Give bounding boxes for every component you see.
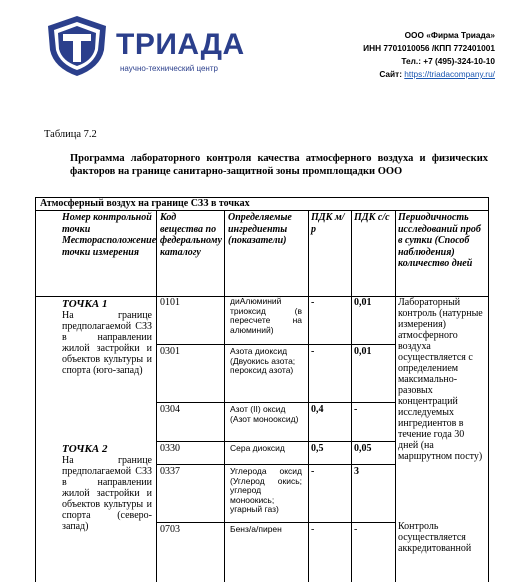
substance-name: Азот (II) оксид (Азот монооксид) bbox=[230, 404, 299, 424]
site-link[interactable]: https://triadacompany.ru/ bbox=[404, 69, 495, 79]
row-divider bbox=[156, 441, 395, 442]
column-divider bbox=[351, 210, 352, 582]
substance-code: 0703 bbox=[160, 524, 180, 535]
company-phone: Тел.: +7 (495)-324-10-10 bbox=[401, 56, 495, 66]
substance-code: 0301 bbox=[160, 346, 180, 357]
company-site bbox=[285, 68, 495, 81]
substance-code: 0304 bbox=[160, 404, 180, 415]
column-divider bbox=[308, 210, 309, 582]
substance-name: диАлюминий триоксид (в пересчете на алюминий) bbox=[230, 296, 302, 335]
pdk-mr-value: 0,5 bbox=[311, 443, 324, 454]
pdk-ss-value: 3 bbox=[354, 466, 359, 477]
row-divider bbox=[156, 402, 395, 403]
logo-wordmark: ТРИАДА bbox=[116, 28, 245, 61]
col-header-code: Код вещества по федеральному каталогу bbox=[160, 212, 222, 258]
column-divider bbox=[156, 210, 157, 582]
row-divider bbox=[156, 522, 395, 523]
substance-code: 0330 bbox=[160, 443, 180, 454]
point-block bbox=[62, 444, 152, 532]
company-logo bbox=[44, 14, 245, 76]
col-header-pdk-mr: ПДК м/р bbox=[311, 212, 345, 235]
table-number: Таблица 7.2 bbox=[44, 129, 97, 140]
substance-code: 0101 bbox=[160, 297, 180, 308]
pdk-mr-value: - bbox=[311, 346, 315, 357]
pdk-ss-value: - bbox=[354, 524, 358, 535]
pdk-mr-value: - bbox=[311, 466, 315, 477]
point-title: ТОЧКА 2 bbox=[62, 443, 108, 455]
col-header-periodicity: Периодичность исследований проб в сутки (Способ наблюдения) количество дней bbox=[398, 212, 481, 269]
col-header-pdk-ss: ПДК с/с bbox=[354, 212, 390, 223]
substance-code: 0337 bbox=[160, 466, 180, 477]
substance-name: Бенз/а/пирен bbox=[230, 524, 282, 534]
pdk-ss-value: 0,01 bbox=[354, 297, 372, 308]
col-header-ingredient: Определяемые ингредиенты (показатели) bbox=[228, 212, 292, 246]
column-divider bbox=[224, 210, 225, 582]
section-header: Атмосферный воздух на границе СЗЗ в точках bbox=[36, 198, 488, 211]
point-block bbox=[62, 299, 152, 376]
col-header-point: Номер контрольной точки Месторасположение точки измерения bbox=[62, 212, 157, 258]
company-inn: ИНН 7701010056 /КПП 772401001 bbox=[363, 43, 495, 53]
triada-shield-icon bbox=[44, 14, 110, 78]
substance-name: Сера диоксид bbox=[230, 443, 285, 453]
point-location: На границе предполагаемой СЗЗ в направлении жилой застройки и объектов культуры и спорта (юго-запад) bbox=[62, 310, 152, 376]
company-contacts bbox=[285, 29, 495, 81]
pdk-ss-value: - bbox=[354, 404, 358, 415]
periodicity-text: Контроль осуществляется аккредитованной bbox=[398, 521, 472, 554]
site-label: Сайт: bbox=[379, 69, 405, 79]
pdk-mr-value: 0,4 bbox=[311, 404, 324, 415]
pdk-mr-value: - bbox=[311, 524, 315, 535]
row-divider bbox=[156, 464, 395, 465]
pdk-ss-value: 0,05 bbox=[354, 443, 372, 454]
row-divider bbox=[156, 344, 395, 345]
company-name: ООО «Фирма Триада» bbox=[404, 30, 495, 40]
logo-subtitle: научно-технический центр bbox=[120, 64, 218, 73]
pdk-mr-value: - bbox=[311, 297, 315, 308]
periodicity-text: Лабораторный контроль (натурные измерения) атмосферного воздуха осуществляется с определением максимально-разовых концентраций исследуемых ингредиентов в течение года 30 дней (на маршрутном посту) bbox=[398, 297, 483, 462]
substance-name: Углерода оксид (Углерод окись; углерод моноокись; угарный газ) bbox=[230, 466, 302, 514]
document-title: Программа лабораторного контроля качества атмосферного воздуха и физических факторов на границе санитарно-защитной зоны промплощадки ООО bbox=[70, 153, 488, 177]
column-divider bbox=[395, 210, 396, 582]
control-program-table bbox=[35, 197, 489, 582]
point-location: На границе предполагаемой СЗЗ в направлении жилой застройки и объектов культуры и спорта (северо-запад) bbox=[62, 455, 152, 532]
pdk-ss-value: 0,01 bbox=[354, 346, 372, 357]
point-title: ТОЧКА 1 bbox=[62, 298, 108, 310]
substance-name: Азота диоксид (Двуокись азота; пероксид азота) bbox=[230, 346, 296, 375]
